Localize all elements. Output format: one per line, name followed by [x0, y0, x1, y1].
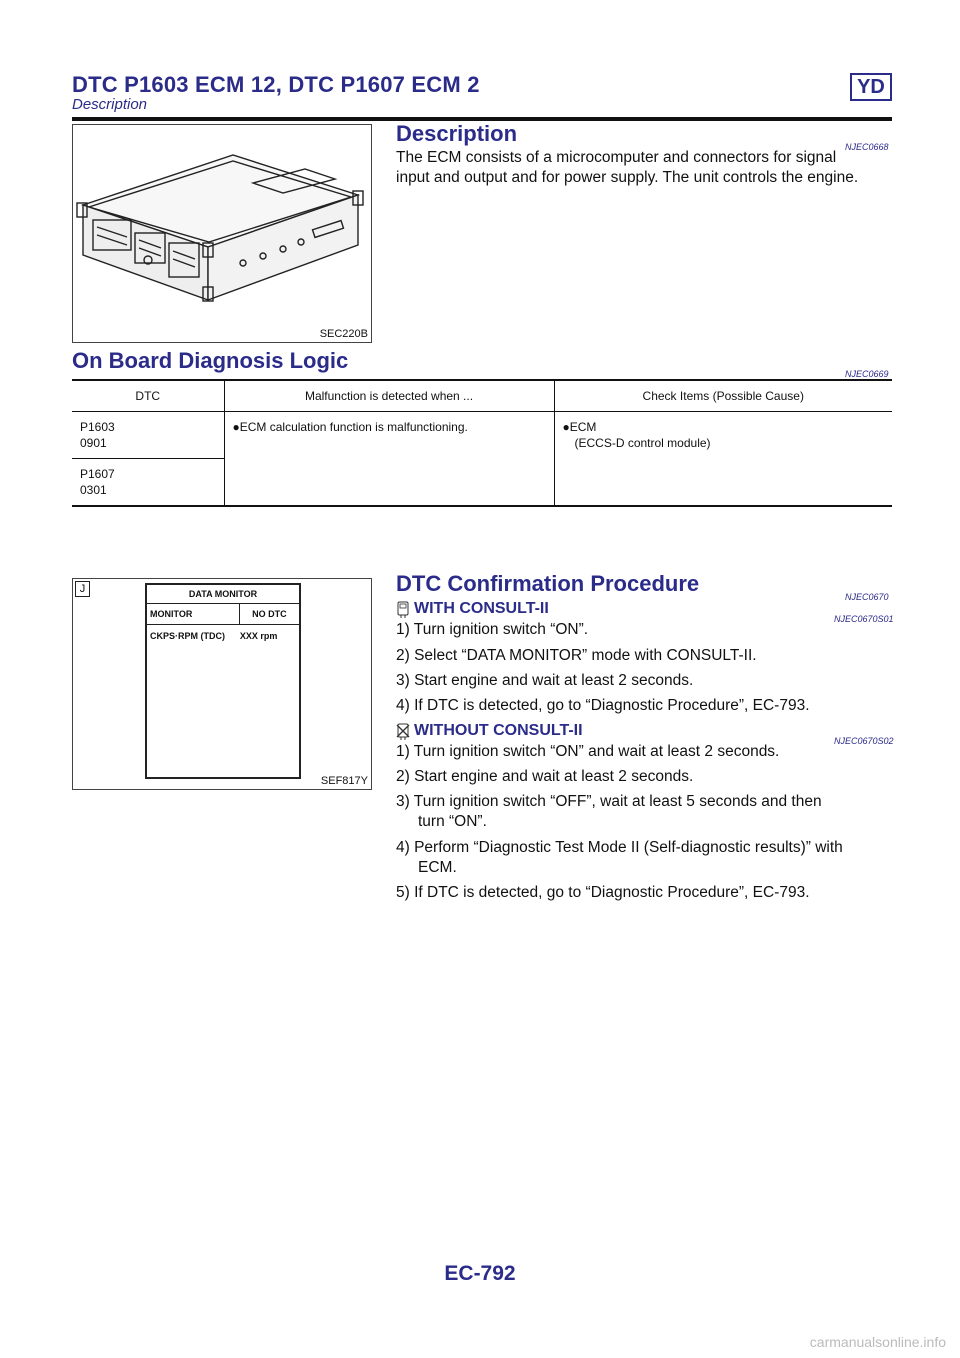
without-consult-code: NJEC0670S02	[834, 736, 894, 746]
figure-label-sec220b: SEC220B	[319, 328, 368, 340]
without-consult-title: WITHOUT CONSULT-II	[414, 722, 583, 739]
without-step-1: 1) Turn ignition switch “ON” and wait at least 2 seconds.	[396, 743, 780, 760]
without-step-4: 4) Perform “Diagnostic Test Mode II (Self-diagnostic results)” with	[396, 839, 843, 856]
without-step-4-cont: ECM.	[418, 859, 457, 876]
screen-col-monitor: MONITOR	[147, 604, 240, 624]
with-step-3: 3) Start engine and wait at least 2 seconds.	[396, 672, 694, 689]
col-check-items: Check Items (Possible Cause)	[554, 380, 892, 412]
consult-screen	[145, 583, 301, 779]
description-code: NJEC0668	[845, 142, 889, 152]
description-text: The ECM consists of a microcomputer and connectors for signal input and output and for power supply. The unit controls the engine.	[396, 149, 859, 186]
engine-badge: YD	[850, 73, 892, 101]
without-step-3: 3) Turn ignition switch “OFF”, wait at least 5 seconds and then	[396, 793, 822, 810]
screen-item-name: CKPS·RPM (TDC)	[150, 631, 225, 641]
without-step-2: 2) Start engine and wait at least 2 seconds.	[396, 768, 694, 785]
consult-tester-icon	[396, 601, 410, 619]
with-step-2: 2) Select “DATA MONITOR” mode with CONSULT-II.	[396, 647, 757, 664]
with-consult-code: NJEC0670S01	[834, 614, 894, 624]
table-row: P1607 0301	[72, 459, 892, 507]
ecm-illustration	[73, 125, 371, 342]
confirm-code: NJEC0670	[845, 592, 889, 602]
confirm-heading: DTC Confirmation Procedure	[396, 571, 700, 596]
screen-item-value: XXX rpm	[239, 631, 278, 641]
with-step-4: 4) If DTC is detected, go to “Diagnostic Procedure”, EC-793.	[396, 697, 810, 714]
page-number: EC-792	[444, 1262, 516, 1285]
col-malfunction: Malfunction is detected when ...	[224, 380, 554, 412]
check-items-cell: ●ECM (ECCS-D control module)	[554, 412, 892, 507]
screen-col-nodtc: NO DTC	[252, 609, 287, 619]
screen-title: DATA MONITOR	[147, 585, 299, 604]
watermark: carmanualsonline.info	[809, 1334, 946, 1350]
malfunction-cell: ●ECM calculation function is malfunctioning.	[224, 412, 554, 507]
ecm-figure	[72, 124, 372, 343]
description-heading: Description	[396, 121, 518, 146]
corner-mark: J	[75, 581, 90, 597]
without-step-3-cont: turn “ON”.	[418, 813, 487, 830]
obd-table	[72, 379, 892, 507]
obd-heading: On Board Diagnosis Logic	[72, 348, 349, 373]
without-step-5: 5) If DTC is detected, go to “Diagnostic Procedure”, EC-793.	[396, 884, 810, 901]
no-consult-tester-icon	[396, 723, 410, 741]
obd-code: NJEC0669	[845, 369, 889, 379]
with-step-1: 1) Turn ignition switch “ON”.	[396, 621, 589, 638]
figure-label-sef817y: SEF817Y	[320, 775, 368, 787]
data-monitor-figure	[72, 578, 372, 790]
page-title: DTC P1603 ECM 12, DTC P1607 ECM 2	[72, 72, 480, 97]
table-row: P1603 0901 ●ECM calculation function is malfunctioning. ●ECM (ECCS-D control module)	[72, 412, 892, 459]
col-dtc: DTC	[72, 380, 224, 412]
with-consult-title: WITH CONSULT-II	[414, 600, 549, 617]
page-subtitle: Description	[72, 96, 148, 113]
